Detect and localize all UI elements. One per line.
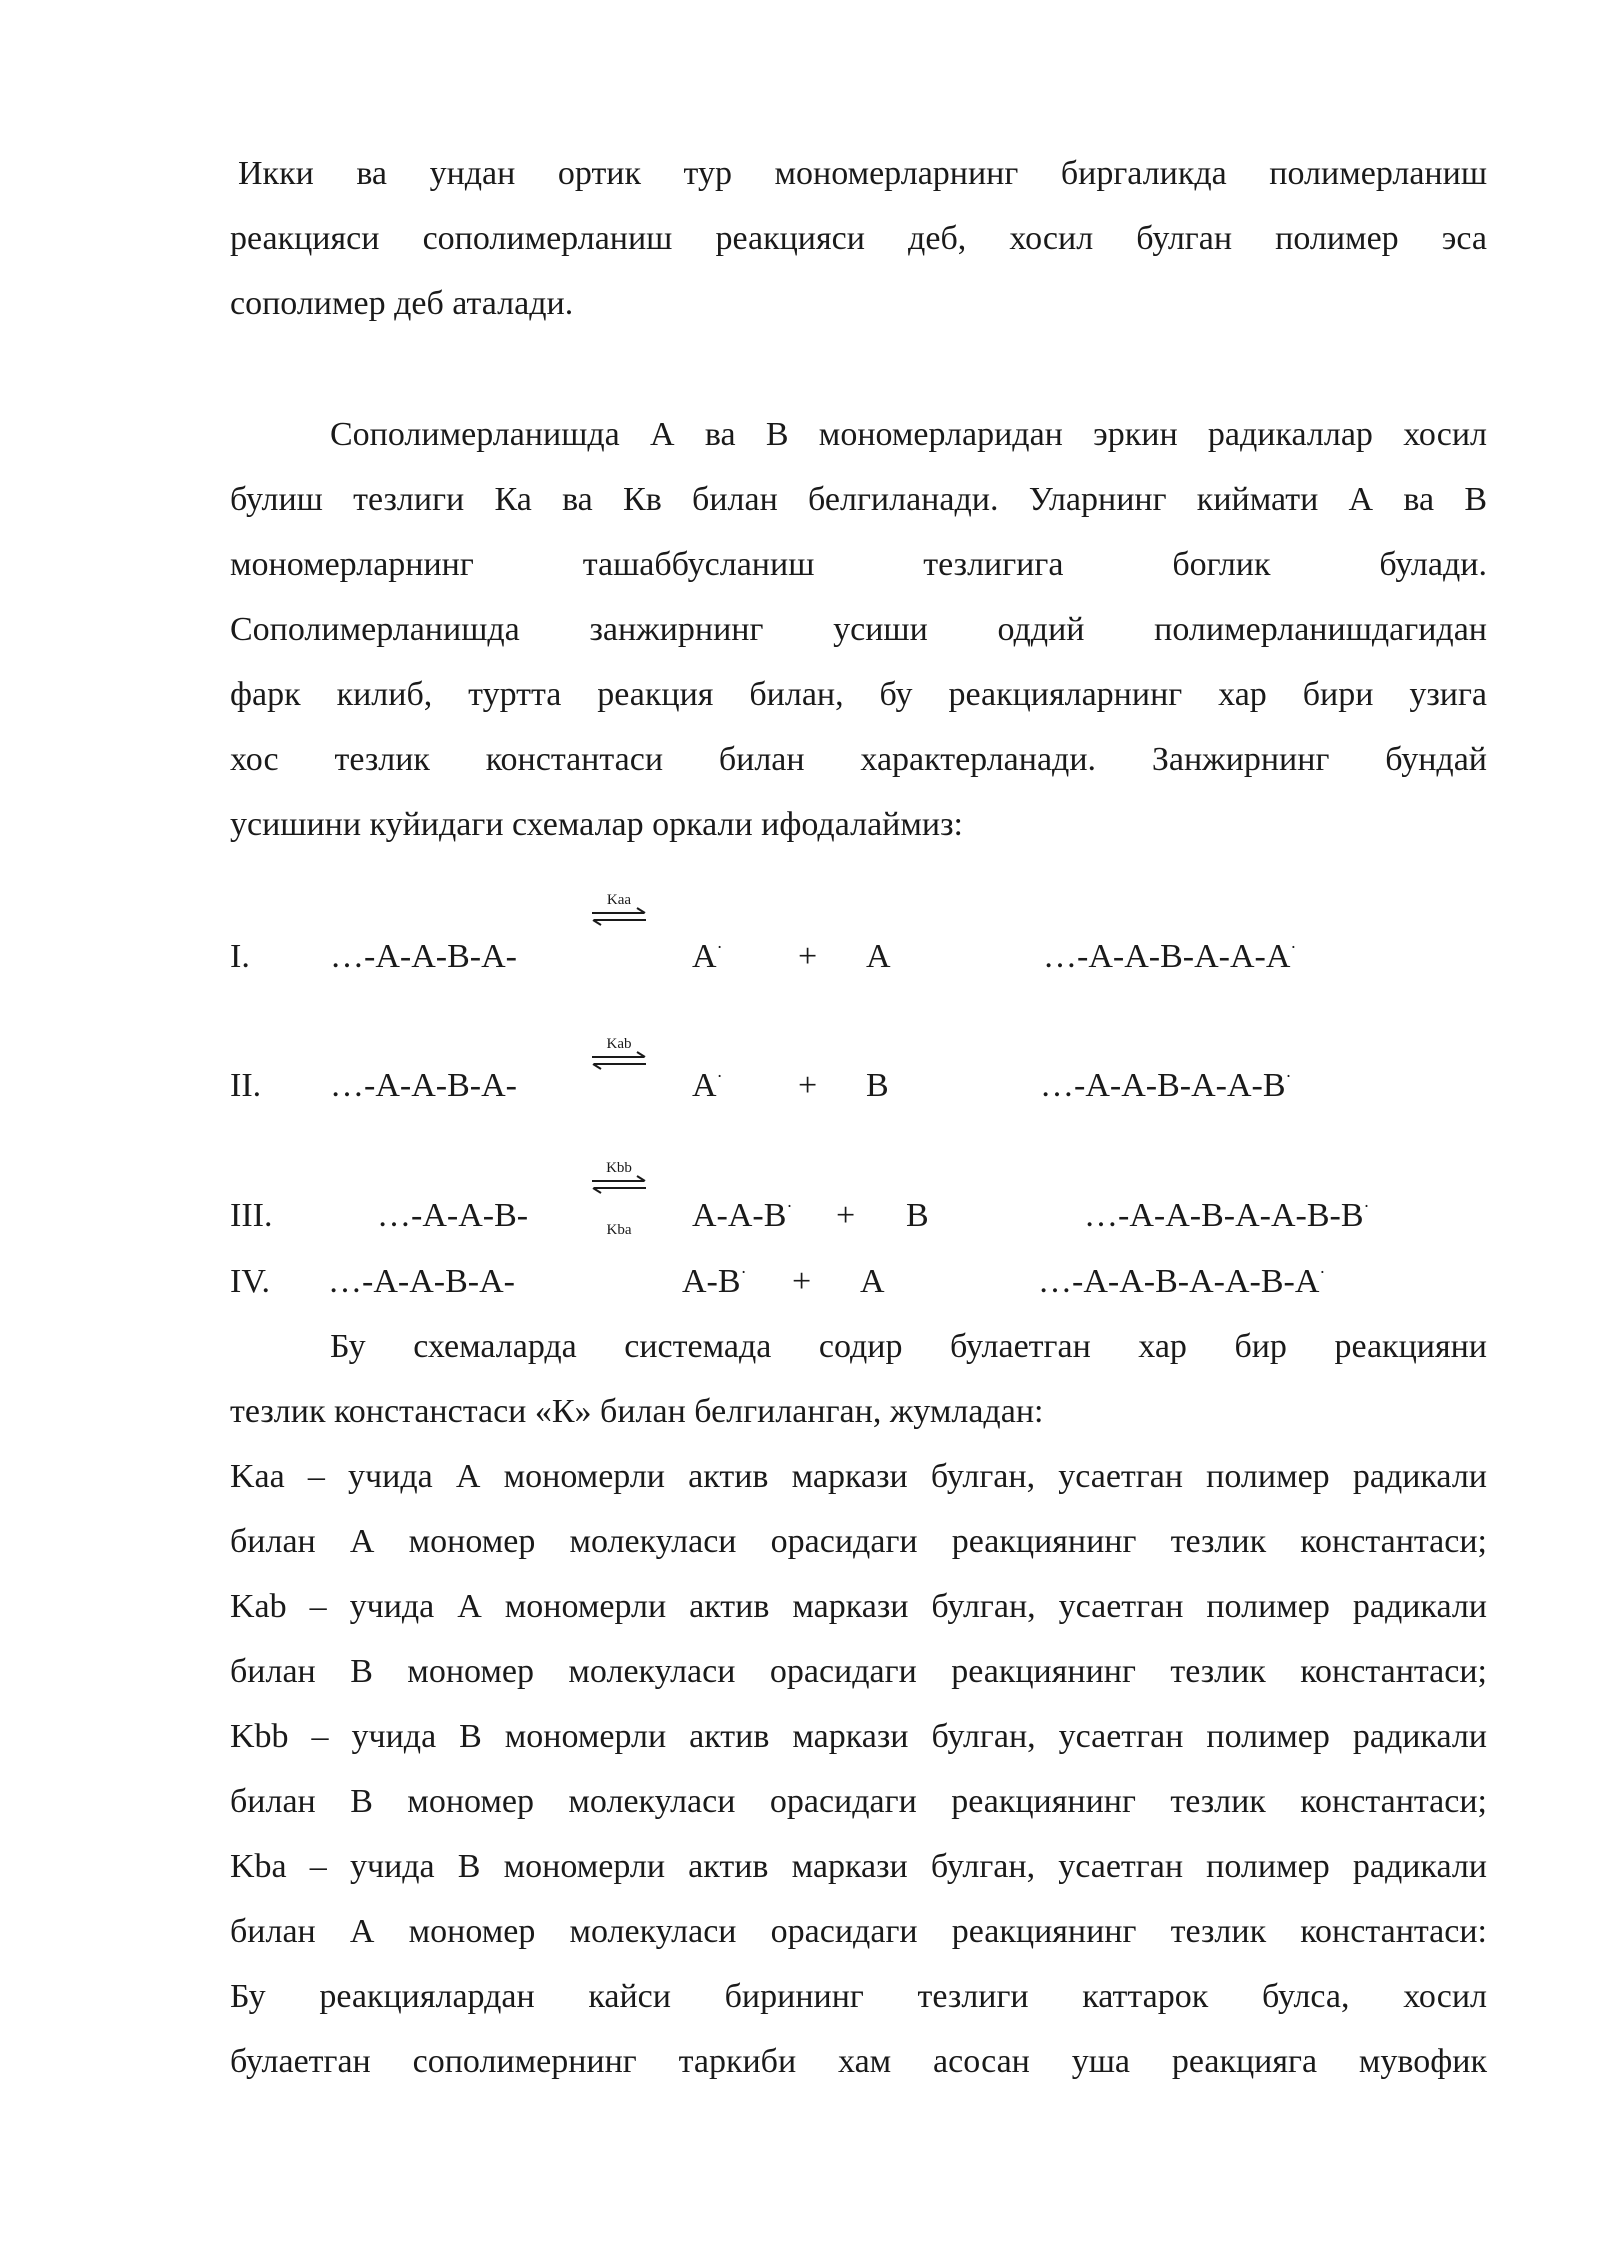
scheme-2-product: …-А-А-В-А-А-В· xyxy=(1040,1066,1292,1104)
para2-line-6: хос тезлик константаси билан характерланади. Занжирнинг бундай xyxy=(230,741,1487,778)
definition-line-6: билан В мономер молекуласи орасидаги реакциянинг тезлик константаси; xyxy=(230,1783,1487,1820)
para2-line-7: усишини куйидаги схемалар оркали ифодалаймиз: xyxy=(230,806,963,843)
scheme-1-radical: А· xyxy=(692,937,723,975)
definition-line-7: Kba – учида В мономерли актив маркази булган, усаетган полимер радикали xyxy=(230,1848,1487,1885)
scheme-1-rate-label: Kaa xyxy=(606,892,632,908)
equilibrium-arrow-icon xyxy=(590,1174,648,1196)
scheme-4-monomer: А xyxy=(860,1263,885,1300)
para2-line-4: Сополимерланишда занжирнинг усиши оддий полимерланишдагидан xyxy=(230,611,1487,648)
scheme-3-plus: + xyxy=(836,1197,856,1234)
scheme-2-plus: + xyxy=(798,1067,818,1104)
definition-line-4: билан В мономер молекуласи орасидаги реакциянинг тезлик константаси; xyxy=(230,1653,1487,1690)
scheme-1-product: …-А-А-В-А-А-А· xyxy=(1043,937,1297,975)
para2-line-3: мономерларнинг ташаббусланиш тезлигига боглик булади. xyxy=(230,546,1487,583)
para3-line-2: тезлик констанстаси «К» билан белгиланган, жумладан: xyxy=(230,1393,1044,1430)
para1-line-3: сополимер деб аталади. xyxy=(230,285,574,322)
scheme-3-product: …-А-А-В-А-А-В-В· xyxy=(1084,1196,1370,1234)
equilibrium-arrow-icon xyxy=(590,906,648,928)
para1-line-1: Икки ва ундан ортик тур мономерларнинг биргаликда полимерланиш xyxy=(238,155,1487,192)
scheme-3-rate-label-top: Kbb xyxy=(606,1160,632,1176)
definition-line-1: Kaa – учида А мономерли актив маркази булган, усаетган полимер радикали xyxy=(230,1458,1487,1495)
scheme-2-number: II. xyxy=(230,1067,262,1104)
definition-line-2: билан А мономер молекуласи орасидаги реакциянинг тезлик константаси; xyxy=(230,1523,1487,1560)
scheme-3-monomer: В xyxy=(906,1197,929,1234)
para3-line-1: Бу схемаларда системада содир булаетган хар бир реакцияни xyxy=(330,1328,1487,1365)
para4-line-1: Бу реакциялардан кайси бирининг тезлиги каттарок булса, хосил xyxy=(230,1978,1487,2015)
scheme-4-reactant: …-А-А-В-А- xyxy=(328,1263,515,1300)
para2-line-5: фарк килиб, туртта реакция билан, бу реакцияларнинг хар бири узига xyxy=(230,676,1487,713)
scheme-4-radical: А-В· xyxy=(682,1262,747,1300)
scheme-3-rate-label-bottom: Kba xyxy=(606,1222,632,1238)
scheme-3-radical: А-А-В· xyxy=(692,1196,793,1234)
scheme-1-plus: + xyxy=(798,938,818,975)
definition-line-3: Kab – учида А мономерли актив маркази булган, усаетган полимер радикали xyxy=(230,1588,1487,1625)
scheme-1-reactant: …-А-А-В-А- xyxy=(330,938,517,975)
scheme-2-rate-label: Kab xyxy=(606,1036,632,1052)
scheme-4-plus: + xyxy=(792,1263,812,1300)
para1-line-2: реакцияси сополимерланиш реакцияси деб, хосил булган полимер эса xyxy=(230,220,1487,257)
scheme-2-radical: А· xyxy=(692,1066,723,1104)
scheme-2-reactant: …-А-А-В-А- xyxy=(330,1067,517,1104)
para4-line-2: булаетган сополимернинг таркиби хам асосан уша реакцияга мувофик xyxy=(230,2043,1487,2080)
scheme-2-monomer: В xyxy=(866,1067,889,1104)
scheme-3-number: III. xyxy=(230,1197,273,1234)
scheme-1-number: I. xyxy=(230,938,250,975)
scheme-1-monomer: А xyxy=(866,938,891,975)
equilibrium-arrow-icon xyxy=(590,1050,648,1072)
definition-line-8: билан А мономер молекуласи орасидаги реакциянинг тезлик константаси: xyxy=(230,1913,1487,1950)
scheme-3-reactant: …-А-А-В- xyxy=(377,1197,529,1234)
scheme-4-product: …-А-А-В-А-А-В-А· xyxy=(1038,1262,1326,1300)
para2-line-2: булиш тезлиги Ка ва Кв билан белгиланади. Уларнинг киймати А ва В xyxy=(230,481,1487,518)
scheme-4-number: IV. xyxy=(230,1263,270,1300)
para2-line-1: Сополимерланишда А ва В мономерларидан эркин радикаллар хосил xyxy=(330,416,1487,453)
definition-line-5: Kbb – учида В мономерли актив маркази булган, усаетган полимер радикали xyxy=(230,1718,1487,1755)
